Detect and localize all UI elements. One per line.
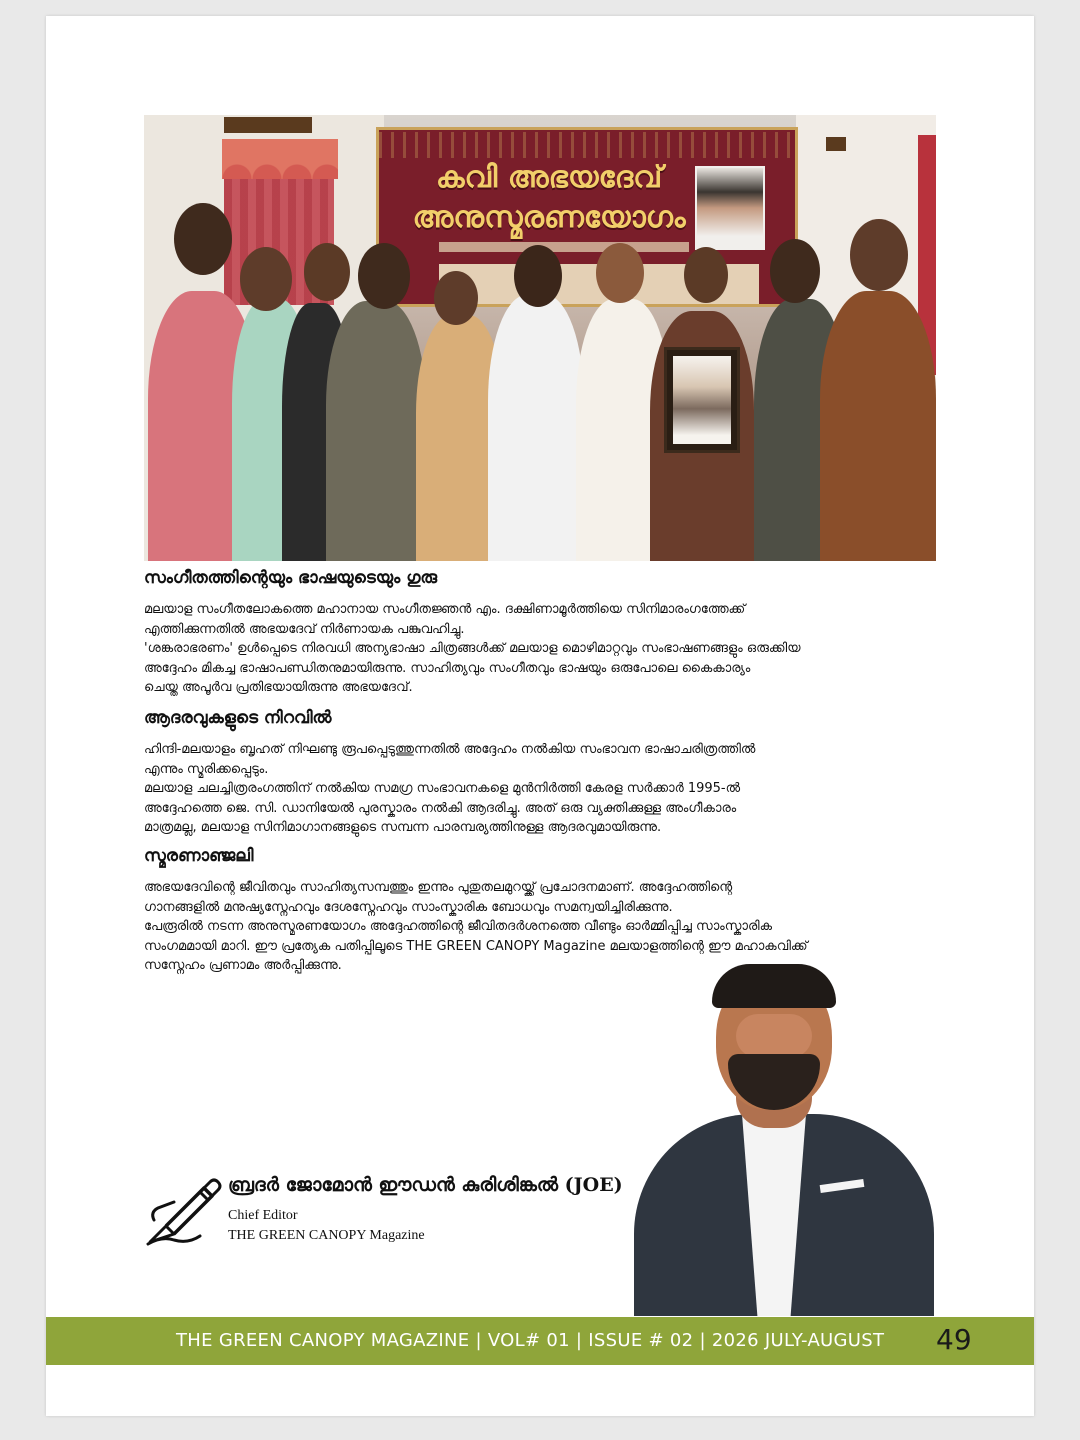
event-photo (144, 115, 936, 561)
photo-name-board (224, 117, 312, 133)
page-number: 49 (936, 1323, 972, 1356)
person-3-head (304, 243, 350, 301)
person-10-head (850, 219, 908, 291)
person-6 (488, 295, 584, 561)
author-title: Chief Editor (228, 1208, 298, 1223)
photo-wall-frame (826, 137, 846, 151)
editor-portrait (624, 964, 942, 1316)
footer-issue-info: THE GREEN CANOPY MAGAZINE | VOL# 01 | ISSUE # 02 | 2026 JULY-AUGUST (176, 1330, 885, 1351)
page-footer (46, 1317, 1034, 1365)
person-2-head (240, 247, 292, 311)
section-paragraph-3 (144, 878, 808, 976)
person-7-head (596, 243, 644, 303)
section-heading-2: ആദരവുകളുടെ നിറവിൽ (144, 708, 332, 728)
paragraph-line: സംഗമമായി മാറി. ഈ പ്രത്യേക പതിപ്പിലൂടെ THE GREEN CANOPY Magazine മലയാളത്തിന്റെ ഈ മഹാകവിക്ക് (144, 938, 808, 954)
photo-curtain-valance (222, 139, 338, 179)
paragraph-line: മലയാള സംഗീതലോകത്തെ മഹാനായ സംഗീതജ്ഞൻ എം. ദക്ഷിണാമൂർത്തിയെ സിനിമാരംഗത്തേക്ക് (144, 602, 746, 617)
paragraph-line: സസ്നേഹം പ്രണാമം അർപ്പിക്കുന്നു. (144, 958, 342, 973)
person-4 (326, 301, 426, 561)
person-5-head (434, 271, 478, 325)
paragraph-line: മാത്രമല്ല, മലയാള സിനിമാഗാനങ്ങളുടെ സമ്പന്ന പാരമ്പര്യത്തിനുള്ള ആദരവുമായിരുന്നു. (144, 820, 662, 835)
paragraph-line: അഭയദേവിന്റെ ജീവിതവും സാഹിത്യസമ്പത്തും ഇന്നും പുതുതലമുറയ്ക്ക് പ്രചോദനമാണ്. അദ്ദേഹത്തിന്റെ (144, 880, 733, 895)
framed-portrait (664, 347, 740, 453)
paragraph-line: ഹിന്ദി-മലയാളം ബൃഹത് നിഘണ്ടു രൂപപ്പെടുത്തുന്നതിൽ അദ്ദേഹം നൽകിയ സംഭാവന ഭാഷാചരിത്രത്തിൽ (144, 742, 756, 757)
magazine-page (46, 16, 1034, 1416)
section-paragraph-2 (144, 740, 755, 838)
paragraph-line: ചെയ്ത അപൂർവ പ്രതിഭയായിരുന്നു അഭയദേവ്. (144, 680, 413, 695)
paragraph-line: മലയാള ചലച്ചിത്രരംഗത്തിന് നൽകിയ സമഗ്ര സംഭാവനകളെ മുൻനിർത്തി കേരള സർക്കാർ 1995-ൽ (144, 781, 741, 796)
banner-title-line2: അനുസ്മരണയോഗം (412, 200, 686, 235)
pen-writing-icon (144, 1172, 224, 1248)
editor-face (736, 1014, 812, 1058)
paragraph-line: ഗാനങ്ങളിൽ മനുഷ്യസ്നേഹവും ദേശസ്നേഹവും സാംസ്കാരിക ബോധവും സമന്വയിച്ചിരിക്കുന്നു. (144, 899, 673, 915)
person-10 (820, 291, 936, 561)
banner-title-line1: കവി അഭയദേവ് (435, 160, 663, 195)
person-8-head (684, 247, 728, 303)
paragraph-line: എന്നും സ്മരിക്കപ്പെടും. (144, 761, 269, 777)
person-1-head (174, 203, 232, 275)
paragraph-line: പേരൂരിൽ നടന്ന അനുസ്മരണയോഗം അദ്ദേഹത്തിന്റെ ജീവിതദർശനത്തെ വീണ്ടും ഓർമ്മിപ്പിച്ച സാംസ്കാരിക (144, 919, 772, 934)
person-6-head (514, 245, 562, 307)
banner-subtitle-strip (439, 242, 689, 252)
paragraph-line: എത്തിക്കുന്നതിൽ അഭയദേവ് നിർണായക പങ്കുവഹിച്ചു. (144, 621, 465, 637)
paragraph-line: അദ്ദേഹം മികച്ച ഭാഷാപണ്ഡിതനുമായിരുന്നു. സാഹിത്യവും സംഗീതവും ഭാഷയും ഒരുപോലെ കൈകാര്യം (144, 660, 751, 676)
banner-portrait (695, 166, 765, 250)
person-4-head (358, 243, 410, 309)
banner-ornament (379, 132, 795, 158)
author-publication: THE GREEN CANOPY Magazine (228, 1228, 425, 1243)
author-name: ബ്രദർ ജോമോൻ ഈഡൻ കുരിശിങ്കൽ (JOE) (228, 1174, 623, 1196)
paragraph-line: അദ്ദേഹത്തെ ജെ. സി. ഡാനിയേൽ പുരസ്കാരം നൽകി ആദരിച്ചു. അത് ഒരു വ്യക്തിക്കുള്ള അംഗീകാരം (144, 800, 737, 816)
person-9-head (770, 239, 820, 303)
section-heading-1: സംഗീതത്തിന്റെയും ഭാഷയുടെയും ഗുരു (144, 568, 438, 588)
section-heading-3: സ്മരണാഞ്ജലി (144, 846, 254, 866)
section-paragraph-1 (144, 600, 801, 698)
paragraph-line: 'ശങ്കരാഭരണം' ഉൾപ്പെടെ നിരവധി അന്യഭാഷാ ചിത്രങ്ങൾക്ക് മലയാള മൊഴിമാറ്റവും സംഭാഷണങ്ങളും ഒരുക്കിയ (144, 641, 801, 656)
author-role (228, 1206, 425, 1246)
framed-portrait-image (673, 356, 731, 444)
editor-hair (712, 964, 836, 1008)
